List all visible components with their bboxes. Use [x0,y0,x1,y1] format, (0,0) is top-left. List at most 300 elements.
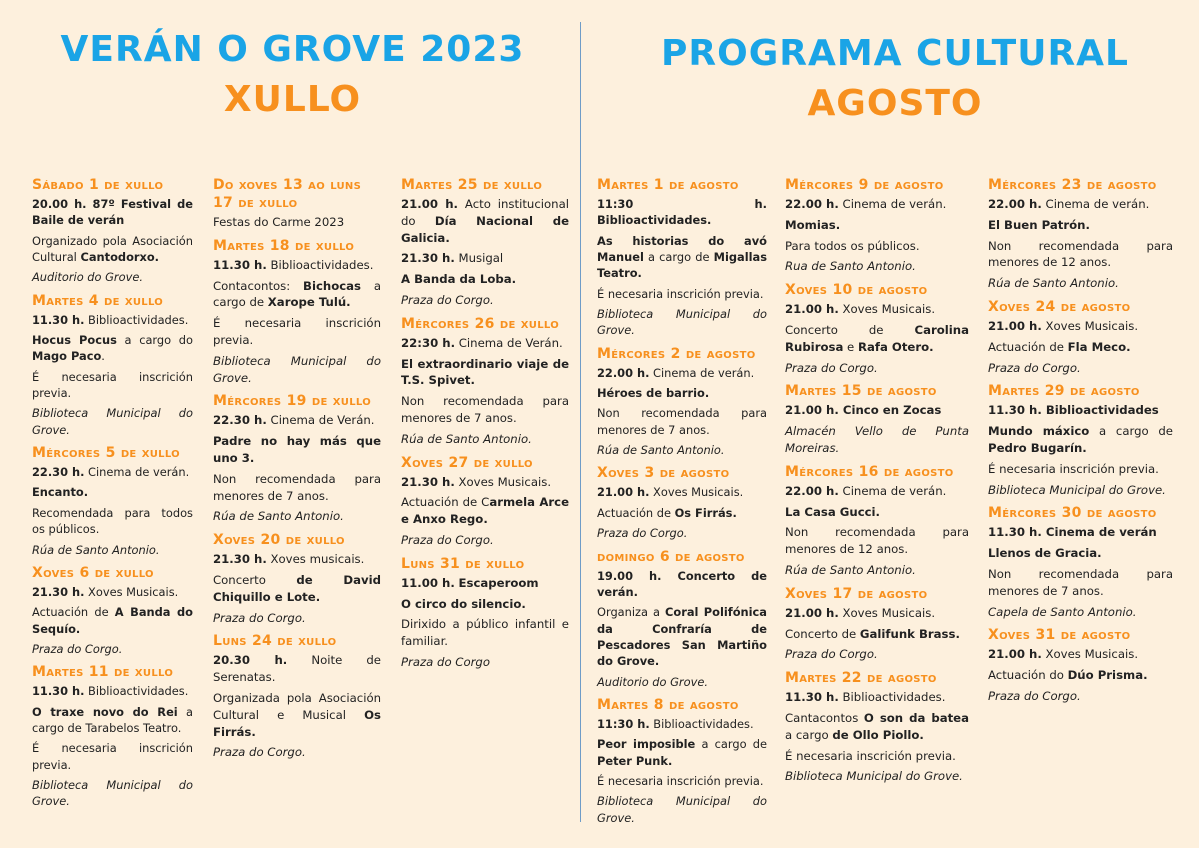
event-detail [32,683,193,699]
event-detail [597,385,767,401]
detail-bold-text: Día Nacional de Galicia. [401,213,569,245]
detail-bold-text: 19.00 h. Concerto de verán. [597,568,767,599]
event-detail [401,596,569,613]
header-right [595,32,1195,126]
event-venue [32,542,193,558]
event-date: Martes 4 de xullo [32,292,164,309]
event-detail [213,551,381,568]
event-entry [785,669,969,785]
event-detail [988,238,1173,272]
event-detail [213,412,381,429]
event-detail [597,604,767,669]
event-detail [988,339,1173,356]
detail-bold-text: 21.30 h. [32,584,85,599]
detail-text: Praza do Corgo. [213,745,306,760]
event-date: Mércores 9 de agosto [785,177,944,193]
event-detail [785,483,969,500]
event-detail [785,238,969,255]
event-entry [213,237,381,387]
detail-bold-text: de David Chiquillo e Lote. [213,572,381,604]
event-entry [213,531,381,626]
event-venue [785,423,969,457]
event-detail [785,322,969,356]
detail-text: . [101,349,105,364]
event-venue [32,777,193,810]
event-entry [988,626,1173,704]
event-detail [213,471,381,505]
detail-bold-text: Os Firrás. [213,707,381,739]
event-date: Xoves 3 de agosto [597,465,730,482]
event-detail [597,365,767,381]
detail-text: Xoves Musicais. [1041,647,1139,662]
detail-bold-text: 21.30 h. [401,251,455,266]
event-detail [32,505,193,538]
event-date: domingo 6 de agosto [597,548,745,565]
detail-text: Rúa de Santo Antonio. [32,542,160,557]
detail-text: Biblioteca Municipal do Grove. [785,769,963,784]
detail-text: Cinema de verán. [84,465,190,480]
detail-text: a cargo [785,727,833,742]
detail-text: Biblioactividades. [84,312,189,327]
event-entry [32,663,193,809]
event-date: Xoves 27 de xullo [401,454,533,471]
detail-text: Dirixido a público infantil e familiar. [401,617,569,649]
event-entry [785,176,969,275]
detail-text: Rúa de Santo Antonio. [988,276,1119,291]
program-column-2 [213,176,381,767]
event-venue [597,793,767,826]
detail-bold-text: 11.30 h. [785,690,839,705]
event-detail [32,464,193,480]
event-date: Xoves 24 de agosto [988,298,1131,315]
event-detail [32,604,193,637]
event-detail [32,704,193,737]
detail-text: É necesaria inscrición previa. [988,461,1159,476]
event-detail [401,474,569,491]
detail-bold-text: O circo do silencio. [401,596,526,611]
event-detail [988,318,1173,335]
event-entry [597,464,767,541]
detail-text: Non recomendada para menores de 7 anos. [597,406,767,437]
detail-bold-text: Momias. [785,217,841,232]
event-date: Martes 25 de xullo [401,177,543,193]
event-entry [32,176,193,286]
event-venue [785,562,969,579]
detail-text: Xoves Musicais. [1041,318,1139,333]
event-venue [988,275,1173,292]
event-venue [401,431,569,448]
program-column-6 [988,176,1173,711]
detail-text: Auditorio do Grove. [32,270,143,285]
detail-text: Xoves Musicais. [84,584,179,599]
event-detail [597,405,767,438]
event-detail [597,233,767,282]
detail-text: a cargo de [695,737,767,752]
detail-text: Cantacontos [785,710,864,725]
event-entry [401,555,569,671]
event-entry [401,176,569,309]
event-detail [401,271,569,288]
detail-text: Acto institucional do [401,197,569,228]
event-venue [597,306,767,339]
detail-bold-text: Pedro Bugarín. [988,440,1087,455]
detail-text: Praza do Corgo. [785,360,878,375]
event-detail [597,773,767,789]
event-detail [32,332,193,365]
event-detail [401,494,569,528]
detail-text: Biblioactividades. [266,257,374,272]
detail-text: Actuación de C [401,495,490,510]
event-venue [32,405,193,438]
event-detail [32,740,193,773]
detail-bold-text: Dúo Prisma. [1067,668,1148,683]
detail-text: Auditorio do Grove. [597,674,708,689]
event-detail [597,484,767,500]
detail-text: Xoves Musicais. [838,605,936,620]
event-detail [401,356,569,390]
detail-text: Cinema de verán. [649,365,755,380]
detail-bold-text: Peter Punk. [597,753,673,768]
detail-text: Concerto [213,572,297,587]
event-detail [32,484,193,500]
detail-text: Non recomendada para menores de 12 anos. [785,525,969,557]
detail-bold-text: A Banda do Sequío. [32,605,193,636]
detail-bold-text: Héroes de barrio. [597,386,710,401]
detail-bold-text: 22.00 h. [785,197,839,211]
event-venue [988,360,1173,377]
event-entry [401,315,569,448]
detail-bold-text: La Casa Gucci. [785,504,880,519]
event-detail [213,572,381,606]
detail-text: Biblioteca Municipal do Grove. [32,406,193,437]
event-date: Xoves 10 de agosto [785,282,928,299]
detail-bold-text: Os Firrás. [674,505,737,520]
detail-bold-text: Llenos de Gracia. [988,546,1102,561]
detail-text: Biblioteca Municipal do Grove. [988,482,1166,497]
event-detail [401,575,569,592]
event-detail [401,196,569,246]
detail-text: Praza do Corgo [401,654,490,669]
event-detail [785,217,969,234]
event-entry [988,298,1173,376]
detail-bold-text: 21.00 h. [988,647,1042,662]
detail-text: Xoves Musicais. [838,302,936,317]
event-detail [401,616,569,650]
event-entry [785,382,969,456]
detail-text: a cargo do [116,333,193,348]
event-detail [785,504,969,521]
detail-bold-text: 11:30 h. Biblioactividades. [597,197,767,228]
detail-text: Biblioteca Municipal do Grove. [213,353,381,385]
detail-bold-text: 11.30 h. Biblioactividades [988,403,1159,418]
event-detail [988,402,1173,419]
detail-text: Organizado pola Asociación Cultural [32,233,193,265]
event-detail [785,605,969,622]
event-date: Luns 24 de xullo [213,633,337,650]
detail-text: Xoves Musicais. [649,485,744,500]
detail-text: Biblioteca Municipal do Grove. [32,777,193,809]
detail-text: Concerto de [785,322,915,337]
event-date: Sábado 1 de xullo [32,177,164,193]
detail-text: Biblioactividades. [84,684,189,699]
event-date: Martes 22 de agosto [785,670,937,687]
detail-text: Noite de Serenatas. [213,653,381,685]
detail-text: Praza do Corgo. [213,610,306,625]
detail-text: Organizada pola Asociación Cultural e Musical [213,690,381,722]
detail-bold-text: 11:30 h. [597,716,650,731]
detail-bold-text: El extraordinario viaje de T.S. Spivet. [401,356,569,388]
detail-text: Cinema de Verán. [266,413,375,428]
detail-bold-text: Carolina Rubirosa [785,322,969,354]
event-date: Xoves 6 de xullo [32,564,154,581]
detail-bold-text: 22.30 h. [32,465,85,480]
event-detail [988,646,1173,663]
month-title-agosto: AGOSTO [807,83,983,124]
event-entry [597,176,767,339]
event-venue [597,674,767,690]
detail-text: Actuación de [597,505,675,520]
detail-text: Biblioteca Municipal do Grove. [597,794,767,825]
event-detail [988,566,1173,600]
event-detail [785,524,969,558]
detail-text: É necesaria inscrición previa. [597,773,764,788]
detail-bold-text: 11.30 h. Cinema de verán [988,525,1157,540]
detail-bold-text: 11.30 h. [213,257,267,272]
detail-text: Rúa de Santo Antonio. [401,431,532,446]
detail-text: Concerto de [785,626,860,641]
detail-bold-text: 21.30 h. [213,552,267,567]
detail-bold-text: 11.00 h. [401,575,455,590]
detail-bold-text: Peor imposible [597,737,696,752]
program-column-1 [32,176,193,816]
detail-text: a cargo de [1089,424,1173,439]
detail-bold-text: Bichocas [303,278,361,293]
event-detail [988,524,1173,541]
detail-bold-text: 22.00 h. [785,483,839,498]
program-column-5 [785,176,969,791]
detail-text: Praza do Corgo. [988,688,1081,703]
detail-text: Non recomendada para menores de 7 anos. [213,471,381,503]
detail-bold-text: 21.00 h. [597,485,650,500]
detail-bold-text: 21.00 h. [785,605,839,620]
detail-bold-text: El Buen Patrón. [988,217,1090,232]
event-venue [597,525,767,541]
detail-bold-text: Mago Paco [32,349,102,364]
event-entry [988,504,1173,620]
detail-text: É necesaria inscrición previa. [32,369,193,401]
event-date: Mércores 26 de xullo [401,315,559,332]
detail-text: Rúa de Santo Antonio. [785,562,916,577]
detail-text: Festas do Carme 2023 [213,215,345,229]
event-entry [988,382,1173,498]
event-venue [401,292,569,309]
event-detail [213,690,381,740]
detail-bold-text: 11.30 h. [32,684,85,699]
event-date: Do xoves 13 ao luns 17 de xullo [213,177,362,211]
detail-text: Organiza a [597,605,666,620]
detail-bold-text: Encanto. [32,485,89,500]
detail-bold-text: de Ollo Piollo. [832,727,924,742]
detail-text: Praza do Corgo. [32,641,123,656]
detail-text: Rua de Santo Antonio. [785,259,916,274]
center-divider [580,22,581,822]
page-title-left: VERÁN O GROVE 2023 [60,29,525,70]
event-detail [785,626,969,643]
event-detail [401,335,569,352]
detail-text: Cinema de verán. [838,197,947,211]
header-left [20,28,565,122]
detail-text: Cinema de verán. [1041,197,1150,211]
event-date: Martes 15 de agosto [785,383,937,400]
event-date: Xoves 17 de agosto [785,585,928,602]
detail-text: Rúa de Santo Antonio. [213,509,344,524]
event-date: Mércores 30 de agosto [988,505,1157,522]
event-detail [988,217,1173,234]
detail-bold-text: Cantodorxo. [80,250,160,265]
detail-text: Actuación de [988,339,1068,354]
detail-text: Contacontos: [213,278,304,293]
detail-text: Praza do Corgo. [401,532,494,547]
event-detail [785,402,969,419]
detail-text: Actuación de [32,605,115,620]
month-title-xullo: XULLO [223,79,362,120]
event-detail [785,748,969,765]
event-venue [401,654,569,671]
event-detail [597,716,767,732]
detail-text: e [843,339,858,354]
program-column-3 [401,176,569,677]
detail-text: Biblioactividades. [649,716,754,731]
event-entry [597,345,767,459]
event-entry [597,696,767,826]
detail-bold-text: As historias do avó Manuel [597,233,767,265]
event-detail [785,301,969,318]
event-venue [401,532,569,549]
event-venue [597,442,767,458]
detail-text: É necesaria inscrición previa. [597,286,764,301]
detail-bold-text: Rafa Otero. [857,339,934,354]
event-entry [401,454,569,549]
detail-bold-text: 22.00 h. [597,365,650,380]
event-detail [213,433,381,467]
event-detail [597,286,767,302]
event-venue [213,353,381,387]
detail-text: a cargo de Tarabelos Teatro. [32,704,193,735]
detail-bold-text: A Banda da Loba. [401,272,517,287]
detail-text: É necesaria inscrición previa. [213,316,381,347]
event-entry [32,444,193,558]
detail-bold-text: Mundo máxico [988,424,1090,439]
event-detail [597,505,767,521]
event-venue [213,744,381,761]
event-entry [213,632,381,761]
event-entry [597,548,767,690]
detail-bold-text: Xarope Tulú. [267,295,351,310]
detail-text: Praza do Corgo. [597,526,688,541]
detail-bold-text: Fla Meco. [1067,339,1131,354]
detail-text: Para todos os públicos. [785,238,920,253]
event-detail [988,545,1173,562]
detail-text: Actuación do [988,668,1068,683]
detail-text: Xoves musicais. [266,552,365,567]
detail-text: É necesaria inscrición previa. [32,741,193,772]
event-entry [32,564,193,657]
event-date: Martes 18 de xullo [213,237,355,254]
event-venue [988,688,1173,705]
detail-bold-text: Galifunk Brass. [859,626,960,641]
detail-bold-text: armela Arce e Anxo Rego. [401,495,569,527]
detail-bold-text: 22.30 h. [213,413,267,428]
event-date: Martes 8 de agosto [597,696,739,713]
detail-bold-text: 11.30 h. [32,312,85,327]
event-entry [785,281,969,376]
event-entry [213,176,381,231]
event-detail [988,667,1173,684]
event-date: Martes 1 de agosto [597,177,739,193]
event-venue [785,360,969,377]
event-detail [988,423,1173,457]
event-venue [785,646,969,663]
event-date: Mércores 2 de agosto [597,345,756,362]
event-detail [597,196,767,229]
detail-text: Non recomendada para menores de 12 anos. [988,238,1173,270]
event-date: Martes 11 de xullo [32,664,174,681]
detail-text: Biblioactividades. [838,690,946,705]
event-detail [785,689,969,706]
event-detail [213,214,381,231]
event-entry [785,463,969,579]
detail-bold-text: Hocus Pocus [32,333,117,348]
event-date: Xoves 31 de agosto [988,627,1131,644]
event-venue [32,641,193,657]
event-venue [785,258,969,275]
detail-text: a cargo de [643,250,714,265]
detail-bold-text: O son da batea [863,710,969,725]
detail-text: Cinema de Verán. [455,335,563,350]
detail-text: Xoves Musicais. [454,474,552,489]
event-detail [213,652,381,686]
event-venue [213,610,381,627]
event-detail [988,196,1173,213]
event-date: Mércores 16 de agosto [785,463,954,480]
event-venue [988,604,1173,621]
detail-text: Rúa de Santo Antonio. [597,443,725,458]
detail-text: Non recomendada para menores de 7 anos. [988,566,1173,598]
page-title-right: PROGRAMA CULTURAL [660,33,1129,74]
event-date: Mércores 5 de xullo [32,445,180,462]
event-date: Xoves 20 de xullo [213,532,345,549]
event-entry [785,585,969,663]
event-date: Luns 31 de xullo [401,555,525,572]
event-date: Mércores 19 de xullo [213,393,371,410]
detail-text: Recomendada para todos os públicos. [32,505,193,537]
detail-bold-text: 20.30 h. [213,653,288,668]
program-column-4 [597,176,767,832]
event-venue [213,508,381,525]
event-detail [988,461,1173,478]
event-detail [401,393,569,427]
event-detail [213,315,381,349]
event-entry [988,176,1173,292]
event-date: Mércores 23 de agosto [988,177,1157,193]
detail-bold-text: 21.00 h. [401,197,458,211]
event-venue [988,482,1173,499]
event-detail [32,312,193,328]
detail-text: Praza do Corgo. [401,292,494,307]
detail-text: a cargo de [213,278,381,310]
event-venue [785,768,969,785]
event-entry [32,292,193,438]
